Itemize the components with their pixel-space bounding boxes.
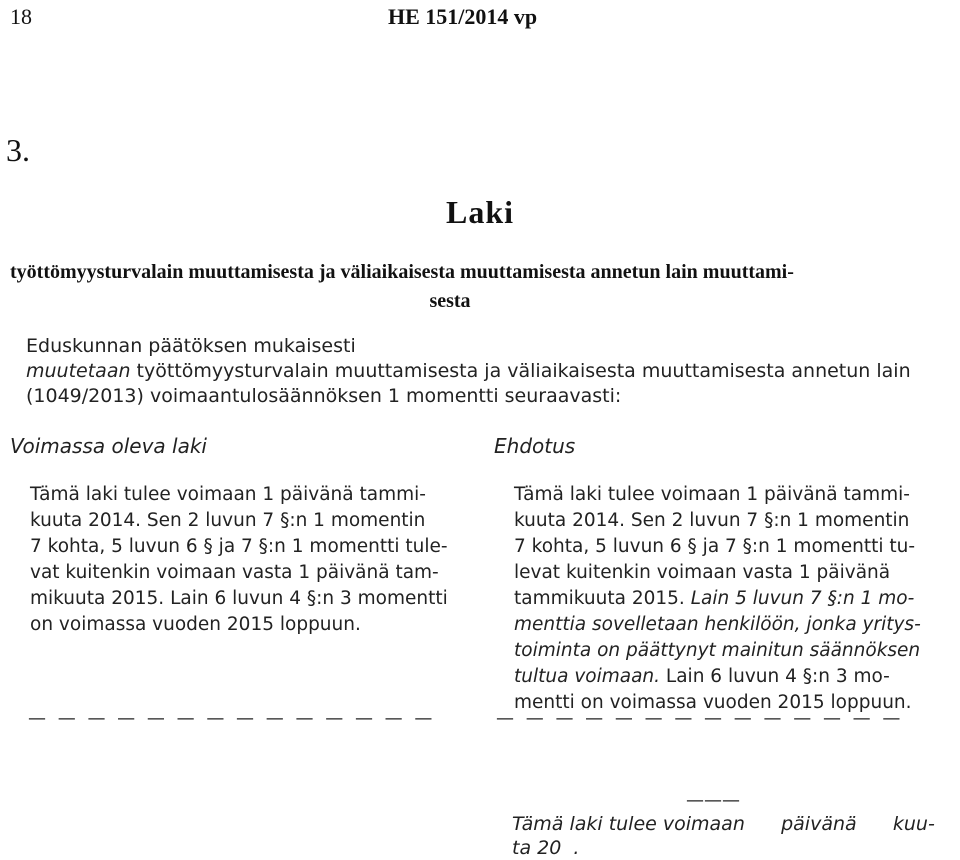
current-law-line: kuuta 2014. Sen 2 luvun 7 §:n 1 momentin <box>30 510 426 531</box>
proposal-line: mentti on voimassa vuoden 2015 loppuun. <box>514 692 912 713</box>
current-law-line: mikuuta 2015. Lain 6 luvun 4 §:n 3 momentti <box>30 588 448 609</box>
enacting-clause-line-2-rest: työttömyysturvalain muuttamisesta ja väliaikaisesta muuttamisesta annetun lain <box>130 360 911 382</box>
current-law-text <box>30 482 468 638</box>
proposal-line <box>514 612 952 638</box>
proposal-line <box>514 638 952 664</box>
current-law-line: 7 kohta, 5 luvun 6 § ja 7 §:n 1 momentti tule- <box>30 536 448 557</box>
omission-dashes-left: — — — — — — — — — — — — — — <box>28 708 436 729</box>
document-code: HE 151/2014 vp <box>388 4 538 29</box>
proposal-amendment-italic: tultua voimaan. <box>514 666 661 687</box>
entry-into-force-line-2: ta 20 . <box>512 837 580 859</box>
proposal-line: levat kuitenkin voimaan vasta 1 päivänä <box>514 562 891 583</box>
proposal-line: 7 kohta, 5 luvun 6 § ja 7 §:n 1 momentti tu- <box>514 536 916 557</box>
proposal-line: Tämä laki tulee voimaan 1 päivänä tammi- <box>514 484 910 505</box>
proposal-amendment-italic: Lain 5 luvun 7 §:n 1 mo- <box>690 588 915 609</box>
law-subtitle-line-1: työttömyysturvalain muuttamisesta ja väliaikaisesta muuttamisesta annetun lain muuttami- <box>10 261 794 283</box>
current-law-line: on voimassa vuoden 2015 loppuun. <box>30 614 361 635</box>
entry-into-force-clause <box>512 812 957 860</box>
law-title: Laki <box>445 194 515 230</box>
entry-into-force-line-1: Tämä laki tulee voimaan päivänä kuu- <box>512 813 935 835</box>
law-subtitle-line-2: sesta <box>429 290 471 312</box>
law-subtitle <box>10 258 960 316</box>
enacting-clause <box>26 334 958 409</box>
separator-dash: ——— <box>686 790 740 811</box>
column-heading-proposal: Ehdotus <box>494 434 576 458</box>
proposal-line: kuuta 2014. Sen 2 luvun 7 §:n 1 momentin <box>514 510 910 531</box>
omission-dashes-right: — — — — — — — — — — — — — — <box>496 708 904 729</box>
proposal-line-plain: Lain 6 luvun 4 §:n 3 mo- <box>660 666 890 687</box>
proposal-line-plain: tammikuuta 2015. <box>514 588 691 609</box>
proposal-amendment-italic: toiminta on päättynyt mainitun säännöksen <box>514 640 921 661</box>
current-law-line: vat kuitenkin voimaan vasta 1 päivänä tam- <box>30 562 439 583</box>
enacting-clause-line-2 <box>26 359 958 384</box>
proposal-amendment-italic: menttia sovelletaan henkilöön, jonka yritys- <box>514 614 921 635</box>
enacting-clause-line-3: (1049/2013) voimaantulosäännöksen 1 momentti seuraavasti: <box>26 385 622 407</box>
amend-keyword: muutetaan <box>26 360 131 382</box>
proposal-text <box>514 482 952 716</box>
column-heading-current-law: Voimassa oleva laki <box>10 434 207 458</box>
current-law-line: Tämä laki tulee voimaan 1 päivänä tammi- <box>30 484 426 505</box>
proposal-line <box>514 664 952 690</box>
enacting-clause-line-1: Eduskunnan päätöksen mukaisesti <box>26 335 356 357</box>
section-number: 3. <box>6 132 30 168</box>
page-number: 18 <box>10 4 32 29</box>
proposal-line <box>514 586 952 612</box>
